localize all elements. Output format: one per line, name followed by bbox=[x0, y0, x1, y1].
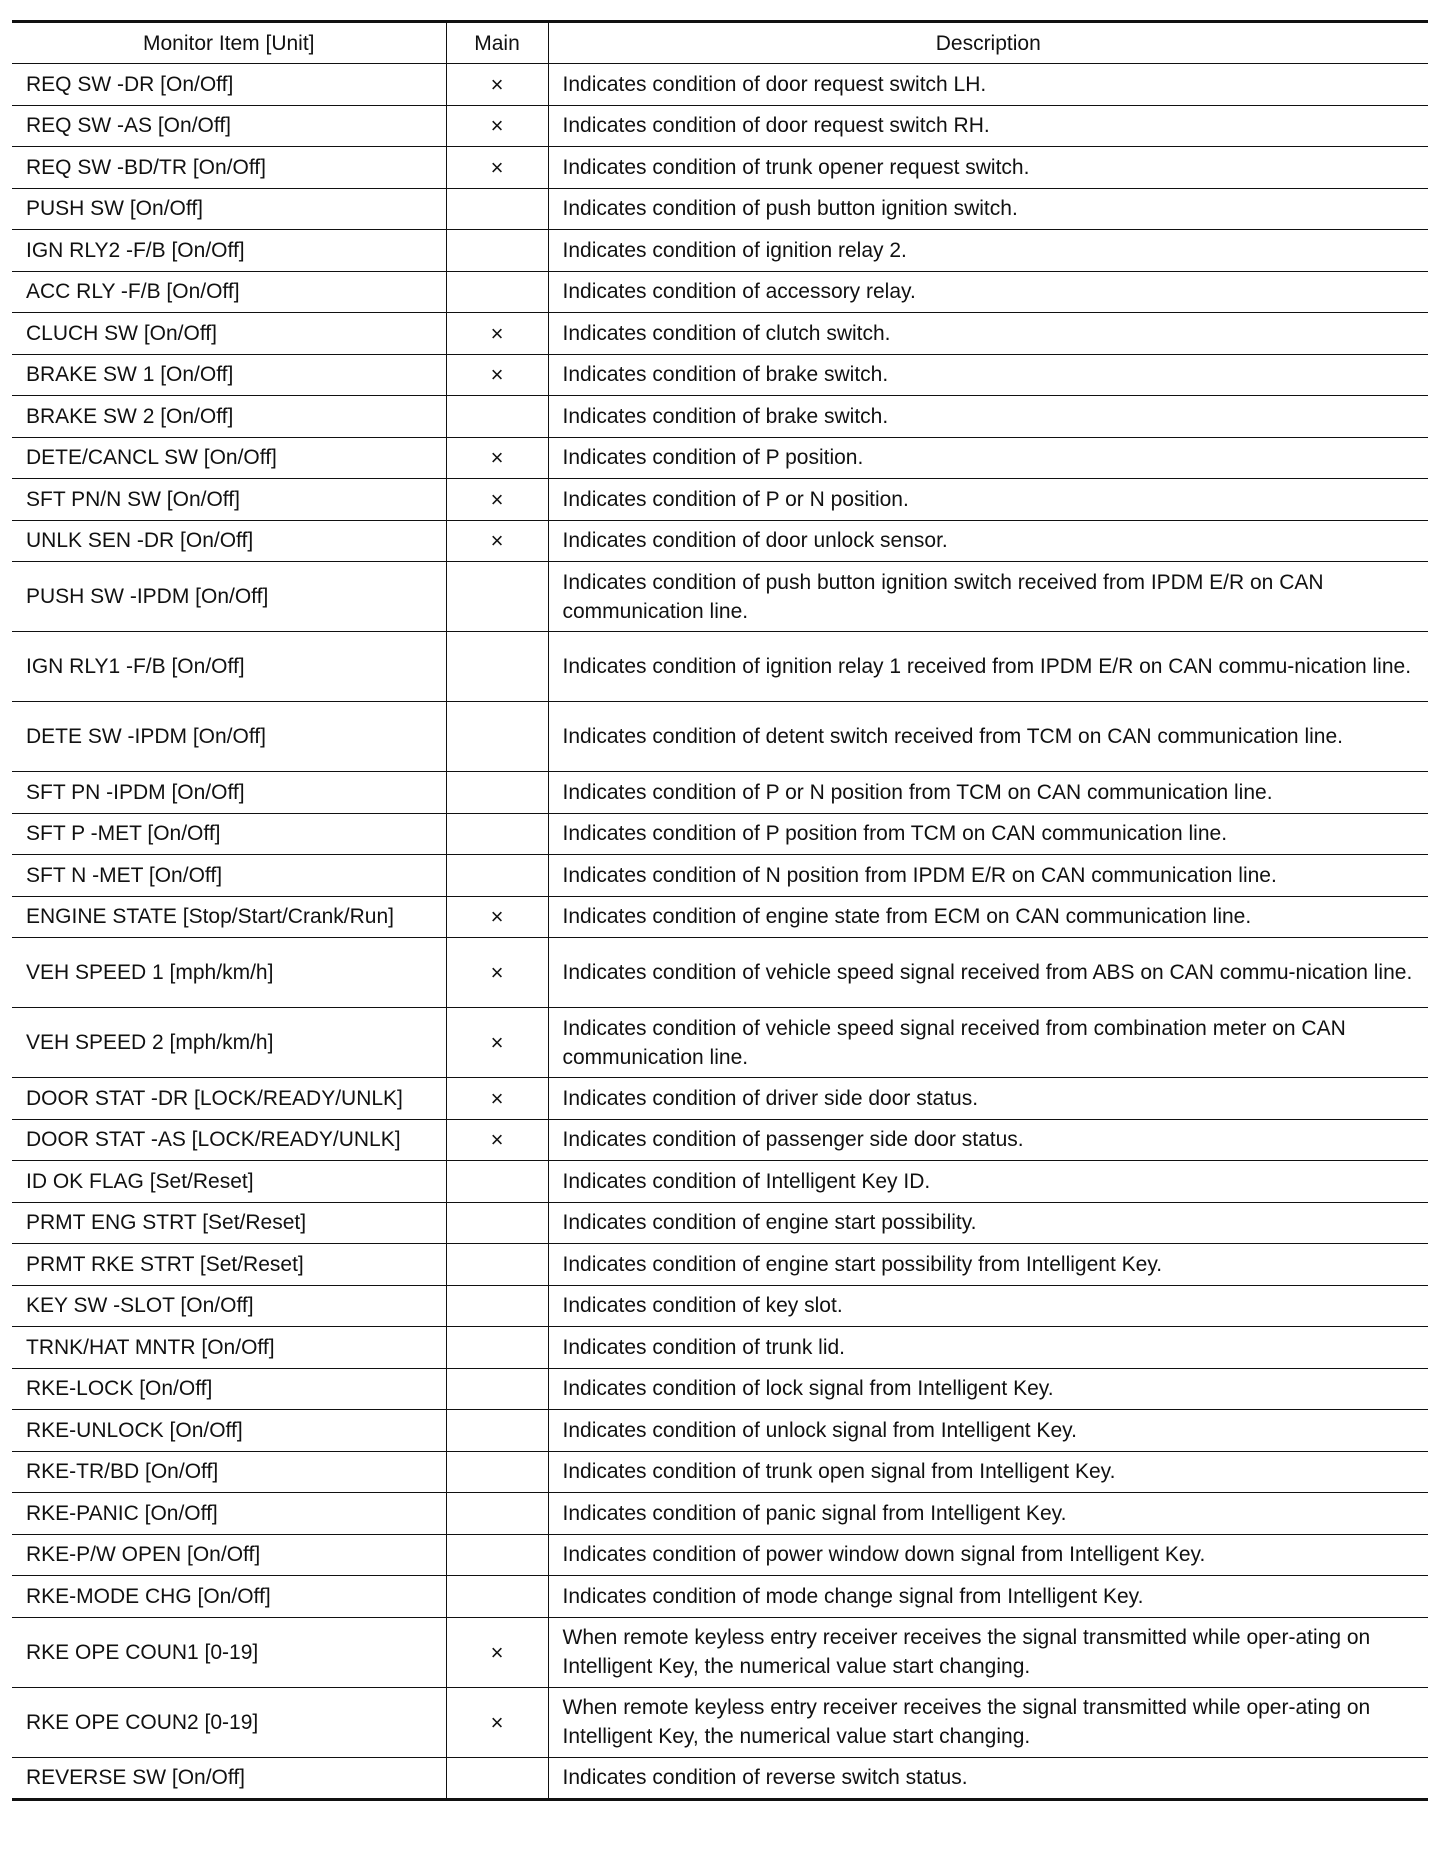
main-mark-cell bbox=[446, 813, 548, 855]
main-mark-cell: × bbox=[446, 313, 548, 355]
main-mark-cell bbox=[446, 1757, 548, 1800]
monitor-item-cell: PRMT ENG STRT [Set/Reset] bbox=[12, 1202, 446, 1244]
main-mark-cell bbox=[446, 396, 548, 438]
table-row bbox=[12, 1687, 1428, 1757]
description-cell: Indicates condition of brake switch. bbox=[548, 354, 1428, 396]
table-row bbox=[12, 147, 1428, 189]
description-cell: Indicates condition of power window down signal from Intelligent Key. bbox=[548, 1534, 1428, 1576]
table-row bbox=[12, 1576, 1428, 1618]
main-mark-cell bbox=[446, 772, 548, 814]
description-cell: Indicates condition of unlock signal from Intelligent Key. bbox=[548, 1410, 1428, 1452]
description-cell: Indicates condition of P or N position from TCM on CAN communication line. bbox=[548, 772, 1428, 814]
main-mark-cell bbox=[446, 855, 548, 897]
table-header-row bbox=[12, 22, 1428, 64]
header-description: Description bbox=[548, 22, 1428, 64]
description-cell: Indicates condition of P or N position. bbox=[548, 479, 1428, 521]
description-cell: Indicates condition of trunk open signal from Intelligent Key. bbox=[548, 1451, 1428, 1493]
main-mark-cell: × bbox=[446, 1008, 548, 1078]
description-cell: Indicates condition of push button ignition switch received from IPDM E/R on CAN communication line. bbox=[548, 562, 1428, 632]
description-cell: Indicates condition of key slot. bbox=[548, 1285, 1428, 1327]
monitor-item-cell: SFT PN/N SW [On/Off] bbox=[12, 479, 446, 521]
main-mark-cell: × bbox=[446, 479, 548, 521]
monitor-item-cell: RKE OPE COUN1 [0-19] bbox=[12, 1617, 446, 1687]
monitor-item-cell: ACC RLY -F/B [On/Off] bbox=[12, 271, 446, 313]
table-row bbox=[12, 271, 1428, 313]
description-cell: Indicates condition of Intelligent Key ID. bbox=[548, 1161, 1428, 1203]
description-cell: Indicates condition of N position from IPDM E/R on CAN communication line. bbox=[548, 855, 1428, 897]
table-row bbox=[12, 437, 1428, 479]
main-mark-cell: × bbox=[446, 354, 548, 396]
monitor-item-cell: PRMT RKE STRT [Set/Reset] bbox=[12, 1244, 446, 1286]
monitor-item-table bbox=[12, 20, 1428, 1801]
table-row bbox=[12, 813, 1428, 855]
description-cell: Indicates condition of trunk opener request switch. bbox=[548, 147, 1428, 189]
monitor-item-cell: UNLK SEN -DR [On/Off] bbox=[12, 520, 446, 562]
main-mark-cell bbox=[446, 632, 548, 702]
table-row bbox=[12, 1119, 1428, 1161]
main-mark-cell bbox=[446, 1451, 548, 1493]
monitor-item-cell: SFT N -MET [On/Off] bbox=[12, 855, 446, 897]
monitor-item-cell: ENGINE STATE [Stop/Start/Crank/Run] bbox=[12, 896, 446, 938]
main-mark-cell bbox=[446, 1202, 548, 1244]
table-row bbox=[12, 520, 1428, 562]
description-cell: Indicates condition of P position from TCM on CAN communication line. bbox=[548, 813, 1428, 855]
description-cell: Indicates condition of door request switch LH. bbox=[548, 64, 1428, 106]
monitor-item-cell: PUSH SW [On/Off] bbox=[12, 188, 446, 230]
description-cell: Indicates condition of detent switch received from TCM on CAN communication line. bbox=[548, 702, 1428, 772]
main-mark-cell bbox=[446, 1285, 548, 1327]
description-cell: Indicates condition of ignition relay 1 received from IPDM E/R on CAN commu-nication line. bbox=[548, 632, 1428, 702]
monitor-item-cell: DOOR STAT -AS [LOCK/READY/UNLK] bbox=[12, 1119, 446, 1161]
main-mark-cell: × bbox=[446, 147, 548, 189]
monitor-item-cell: RKE-UNLOCK [On/Off] bbox=[12, 1410, 446, 1452]
description-cell: Indicates condition of reverse switch status. bbox=[548, 1757, 1428, 1800]
description-cell: Indicates condition of trunk lid. bbox=[548, 1327, 1428, 1369]
description-cell: Indicates condition of engine start possibility. bbox=[548, 1202, 1428, 1244]
monitor-item-cell: RKE-TR/BD [On/Off] bbox=[12, 1451, 446, 1493]
main-mark-cell bbox=[446, 1244, 548, 1286]
table-row bbox=[12, 1451, 1428, 1493]
main-mark-cell: × bbox=[446, 520, 548, 562]
table-row bbox=[12, 1410, 1428, 1452]
table-row bbox=[12, 64, 1428, 106]
main-mark-cell: × bbox=[446, 1078, 548, 1120]
description-cell: Indicates condition of lock signal from Intelligent Key. bbox=[548, 1368, 1428, 1410]
description-cell: Indicates condition of door request switch RH. bbox=[548, 105, 1428, 147]
description-cell: Indicates condition of brake switch. bbox=[548, 396, 1428, 438]
description-cell: Indicates condition of passenger side door status. bbox=[548, 1119, 1428, 1161]
table-row bbox=[12, 1368, 1428, 1410]
monitor-item-cell: RKE OPE COUN2 [0-19] bbox=[12, 1687, 446, 1757]
monitor-item-cell: DOOR STAT -DR [LOCK/READY/UNLK] bbox=[12, 1078, 446, 1120]
monitor-item-cell: PUSH SW -IPDM [On/Off] bbox=[12, 562, 446, 632]
main-mark-cell bbox=[446, 1576, 548, 1618]
main-mark-cell bbox=[446, 1327, 548, 1369]
description-cell: Indicates condition of push button ignition switch. bbox=[548, 188, 1428, 230]
monitor-item-cell: SFT P -MET [On/Off] bbox=[12, 813, 446, 855]
description-cell: Indicates condition of engine state from ECM on CAN communication line. bbox=[548, 896, 1428, 938]
monitor-item-cell: BRAKE SW 1 [On/Off] bbox=[12, 354, 446, 396]
table-row bbox=[12, 938, 1428, 1008]
monitor-item-cell: DETE/CANCL SW [On/Off] bbox=[12, 437, 446, 479]
main-mark-cell: × bbox=[446, 896, 548, 938]
monitor-item-cell: REQ SW -AS [On/Off] bbox=[12, 105, 446, 147]
monitor-item-cell: IGN RLY2 -F/B [On/Off] bbox=[12, 230, 446, 272]
monitor-item-cell: DETE SW -IPDM [On/Off] bbox=[12, 702, 446, 772]
monitor-item-cell: SFT PN -IPDM [On/Off] bbox=[12, 772, 446, 814]
monitor-item-cell: RKE-LOCK [On/Off] bbox=[12, 1368, 446, 1410]
description-cell: When remote keyless entry receiver receives the signal transmitted while oper-ating on Intelligent Key, the numerical value start changing. bbox=[548, 1617, 1428, 1687]
table-row bbox=[12, 702, 1428, 772]
table-row bbox=[12, 1534, 1428, 1576]
monitor-item-cell: TRNK/HAT MNTR [On/Off] bbox=[12, 1327, 446, 1369]
main-mark-cell: × bbox=[446, 938, 548, 1008]
main-mark-cell bbox=[446, 188, 548, 230]
monitor-item-cell: IGN RLY1 -F/B [On/Off] bbox=[12, 632, 446, 702]
description-cell: Indicates condition of driver side door status. bbox=[548, 1078, 1428, 1120]
main-mark-cell bbox=[446, 1410, 548, 1452]
table-row bbox=[12, 230, 1428, 272]
monitor-item-cell: REQ SW -BD/TR [On/Off] bbox=[12, 147, 446, 189]
main-mark-cell bbox=[446, 1161, 548, 1203]
main-mark-cell bbox=[446, 230, 548, 272]
monitor-item-cell: RKE-MODE CHG [On/Off] bbox=[12, 1576, 446, 1618]
table-row bbox=[12, 1008, 1428, 1078]
monitor-item-cell: RKE-PANIC [On/Off] bbox=[12, 1493, 446, 1535]
table-row bbox=[12, 396, 1428, 438]
description-cell: When remote keyless entry receiver receives the signal transmitted while oper-ating on Intelligent Key, the numerical value start changing. bbox=[548, 1687, 1428, 1757]
main-mark-cell: × bbox=[446, 437, 548, 479]
table-row bbox=[12, 855, 1428, 897]
table-row bbox=[12, 1285, 1428, 1327]
table-row bbox=[12, 313, 1428, 355]
description-cell: Indicates condition of clutch switch. bbox=[548, 313, 1428, 355]
table-row bbox=[12, 1493, 1428, 1535]
table-row bbox=[12, 632, 1428, 702]
description-cell: Indicates condition of panic signal from Intelligent Key. bbox=[548, 1493, 1428, 1535]
table-row bbox=[12, 1202, 1428, 1244]
monitor-item-cell: REVERSE SW [On/Off] bbox=[12, 1757, 446, 1800]
table-row bbox=[12, 772, 1428, 814]
description-cell: Indicates condition of mode change signal from Intelligent Key. bbox=[548, 1576, 1428, 1618]
main-mark-cell: × bbox=[446, 105, 548, 147]
table-row bbox=[12, 105, 1428, 147]
monitor-item-cell: VEH SPEED 2 [mph/km/h] bbox=[12, 1008, 446, 1078]
table-row bbox=[12, 1078, 1428, 1120]
header-monitor-item: Monitor Item [Unit] bbox=[12, 22, 446, 64]
table-row bbox=[12, 479, 1428, 521]
monitor-item-cell: CLUCH SW [On/Off] bbox=[12, 313, 446, 355]
monitor-item-cell: BRAKE SW 2 [On/Off] bbox=[12, 396, 446, 438]
table-row bbox=[12, 188, 1428, 230]
monitor-item-cell: KEY SW -SLOT [On/Off] bbox=[12, 1285, 446, 1327]
table-row bbox=[12, 1161, 1428, 1203]
description-cell: Indicates condition of vehicle speed signal received from combination meter on CAN communication line. bbox=[548, 1008, 1428, 1078]
main-mark-cell: × bbox=[446, 1119, 548, 1161]
monitor-item-cell: REQ SW -DR [On/Off] bbox=[12, 64, 446, 106]
main-mark-cell bbox=[446, 562, 548, 632]
main-mark-cell bbox=[446, 1493, 548, 1535]
table-row bbox=[12, 1327, 1428, 1369]
main-mark-cell bbox=[446, 271, 548, 313]
table-row bbox=[12, 1244, 1428, 1286]
table-row bbox=[12, 1757, 1428, 1800]
monitor-item-cell: VEH SPEED 1 [mph/km/h] bbox=[12, 938, 446, 1008]
main-mark-cell: × bbox=[446, 64, 548, 106]
header-main: Main bbox=[446, 22, 548, 64]
description-cell: Indicates condition of vehicle speed signal received from ABS on CAN commu-nication line. bbox=[548, 938, 1428, 1008]
main-mark-cell bbox=[446, 702, 548, 772]
main-mark-cell bbox=[446, 1368, 548, 1410]
description-cell: Indicates condition of P position. bbox=[548, 437, 1428, 479]
table-row bbox=[12, 354, 1428, 396]
description-cell: Indicates condition of door unlock sensor. bbox=[548, 520, 1428, 562]
monitor-item-cell: RKE-P/W OPEN [On/Off] bbox=[12, 1534, 446, 1576]
table-row bbox=[12, 896, 1428, 938]
main-mark-cell: × bbox=[446, 1687, 548, 1757]
description-cell: Indicates condition of ignition relay 2. bbox=[548, 230, 1428, 272]
monitor-item-cell: ID OK FLAG [Set/Reset] bbox=[12, 1161, 446, 1203]
main-mark-cell bbox=[446, 1534, 548, 1576]
table-row bbox=[12, 1617, 1428, 1687]
description-cell: Indicates condition of engine start possibility from Intelligent Key. bbox=[548, 1244, 1428, 1286]
table-row bbox=[12, 562, 1428, 632]
main-mark-cell: × bbox=[446, 1617, 548, 1687]
description-cell: Indicates condition of accessory relay. bbox=[548, 271, 1428, 313]
